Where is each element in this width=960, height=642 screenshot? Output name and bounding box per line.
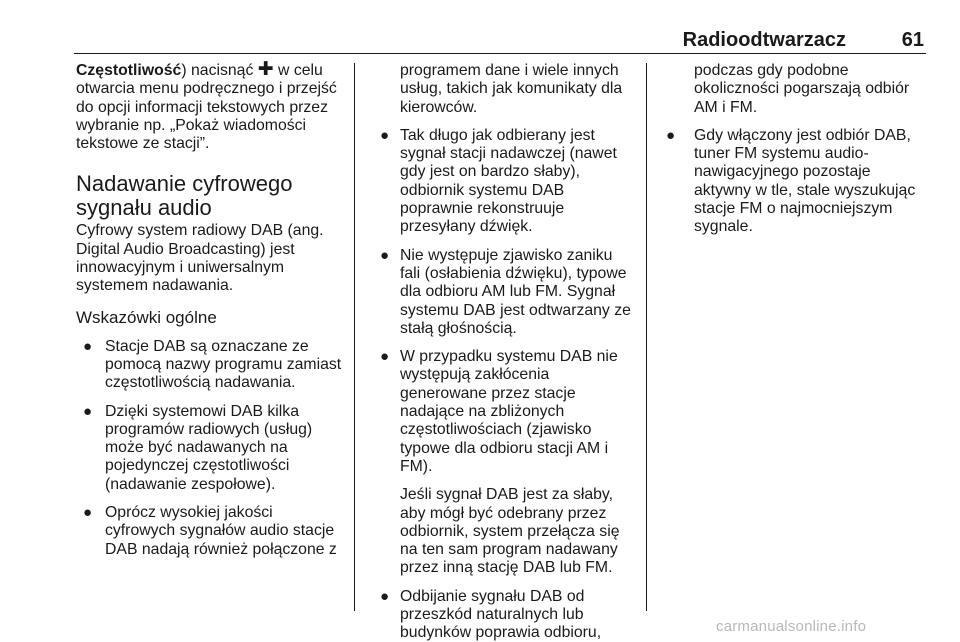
bullet-icon: ●: [380, 348, 390, 366]
column-1: [76, 59, 344, 569]
list-item: ● Dzięki systemowi DAB kilka programów radiowych (usług) może być nadawanych na pojedynczej częstotliwości (nadawanie zespołowe).: [83, 402, 313, 493]
bullet-list: [374, 127, 636, 642]
list-item: ● Oprócz wysokiej jakości cyfrowych sygnałów audio stacje DAB nadają również połączone z: [83, 504, 337, 558]
continuation-paragraph: programem dane i wiele innych usług, takich jak komunikaty dla kierowców.: [400, 62, 623, 116]
column-divider-left: [354, 63, 355, 611]
list-item: ● Gdy włączony jest odbiór DAB, tuner FM systemu audio-nawigacyjnego pozostaje aktywny w tle, stale wyszukując stacje FM o najmocniejszym sygnale.: [666, 126, 916, 236]
section-title: Nadawanie cyfrowego sygnału audio: [76, 171, 293, 221]
page-number: 61: [901, 29, 924, 51]
list-item: ● Tak długo jak odbierany jest sygnał stacji nadawczej (nawet gdy jest on bardzo słaby), odbiornik systemu DAB poprawnie rekonstruuje przesyłany dźwięk.: [380, 126, 617, 236]
page-title: Radioodtwarzacz: [682, 29, 846, 51]
bullet-icon: ●: [380, 246, 390, 264]
bullet-icon: ●: [380, 126, 390, 144]
continuation-paragraph: podczas gdy podobne okoliczności pogarszają odbiór AM i FM.: [694, 62, 910, 116]
plus-icon: ✚: [257, 59, 274, 80]
column-3: [666, 62, 930, 247]
section-paragraph: Cyfrowy system radiowy DAB (ang. Digital Audio Broadcasting) jest innowacyjnym i uniwersalnym systemem nadawania.: [76, 222, 324, 295]
intro-paragraph: Częstotliwość) nacisnąć ✚ w celu otwarcia menu podręcznego i przejść do opcji informacji tekstowych przez wybranie np. „Pokaż wiadomości tekstowe ze stacji”.: [76, 59, 337, 153]
subheading: Wskazówki ogólne: [76, 307, 217, 327]
column-divider-right: [646, 63, 647, 611]
bullet-icon: ●: [83, 402, 93, 420]
bullet-continuation: Jeśli sygnał DAB jest za słaby, aby mógł być odebrany przez odbiornik, system przełącza się na ten sam program nadawany przez inną stację DAB lub FM.: [400, 486, 620, 577]
list-item: ● Nie występuje zjawisko zaniku fali (osłabienia dźwięku), typowe dla odbioru AM lub FM. Sygnał systemu DAB jest odtwarzany ze stałą głośnością.: [380, 246, 631, 337]
column-2: [374, 62, 636, 642]
page-header: [74, 28, 926, 54]
intro-bold-term: Częstotliwość: [76, 62, 182, 79]
watermark: carmanualsonline.info: [716, 618, 867, 635]
bullet-list: [76, 338, 344, 559]
bullet-icon: ●: [380, 587, 390, 605]
list-item: ● Stacje DAB są oznaczane ze pomocą nazwy programu zamiast częstotliwością nadawania.: [83, 337, 342, 392]
list-item: ● W przypadku systemu DAB nie występują zakłócenia generowane przez stacje nadające na zbliżonych częstotliwościach (zjawisko typowe dla odbioru stacji AM i FM). Jeśli sygnał DAB jest za słaby, aby mógł być odebrany przez odbiornik, system przełącza się na ten sam program nadawany przez inną stację DAB lub FM.: [374, 348, 636, 578]
bullet-icon: ●: [83, 337, 93, 355]
bullet-icon: ●: [666, 126, 676, 144]
list-item: ● Odbijanie sygnału DAB od przeszkód naturalnych lub budynków poprawia odbioru,: [380, 587, 602, 642]
bullet-list: [666, 127, 930, 237]
bullet-icon: ●: [83, 504, 93, 522]
